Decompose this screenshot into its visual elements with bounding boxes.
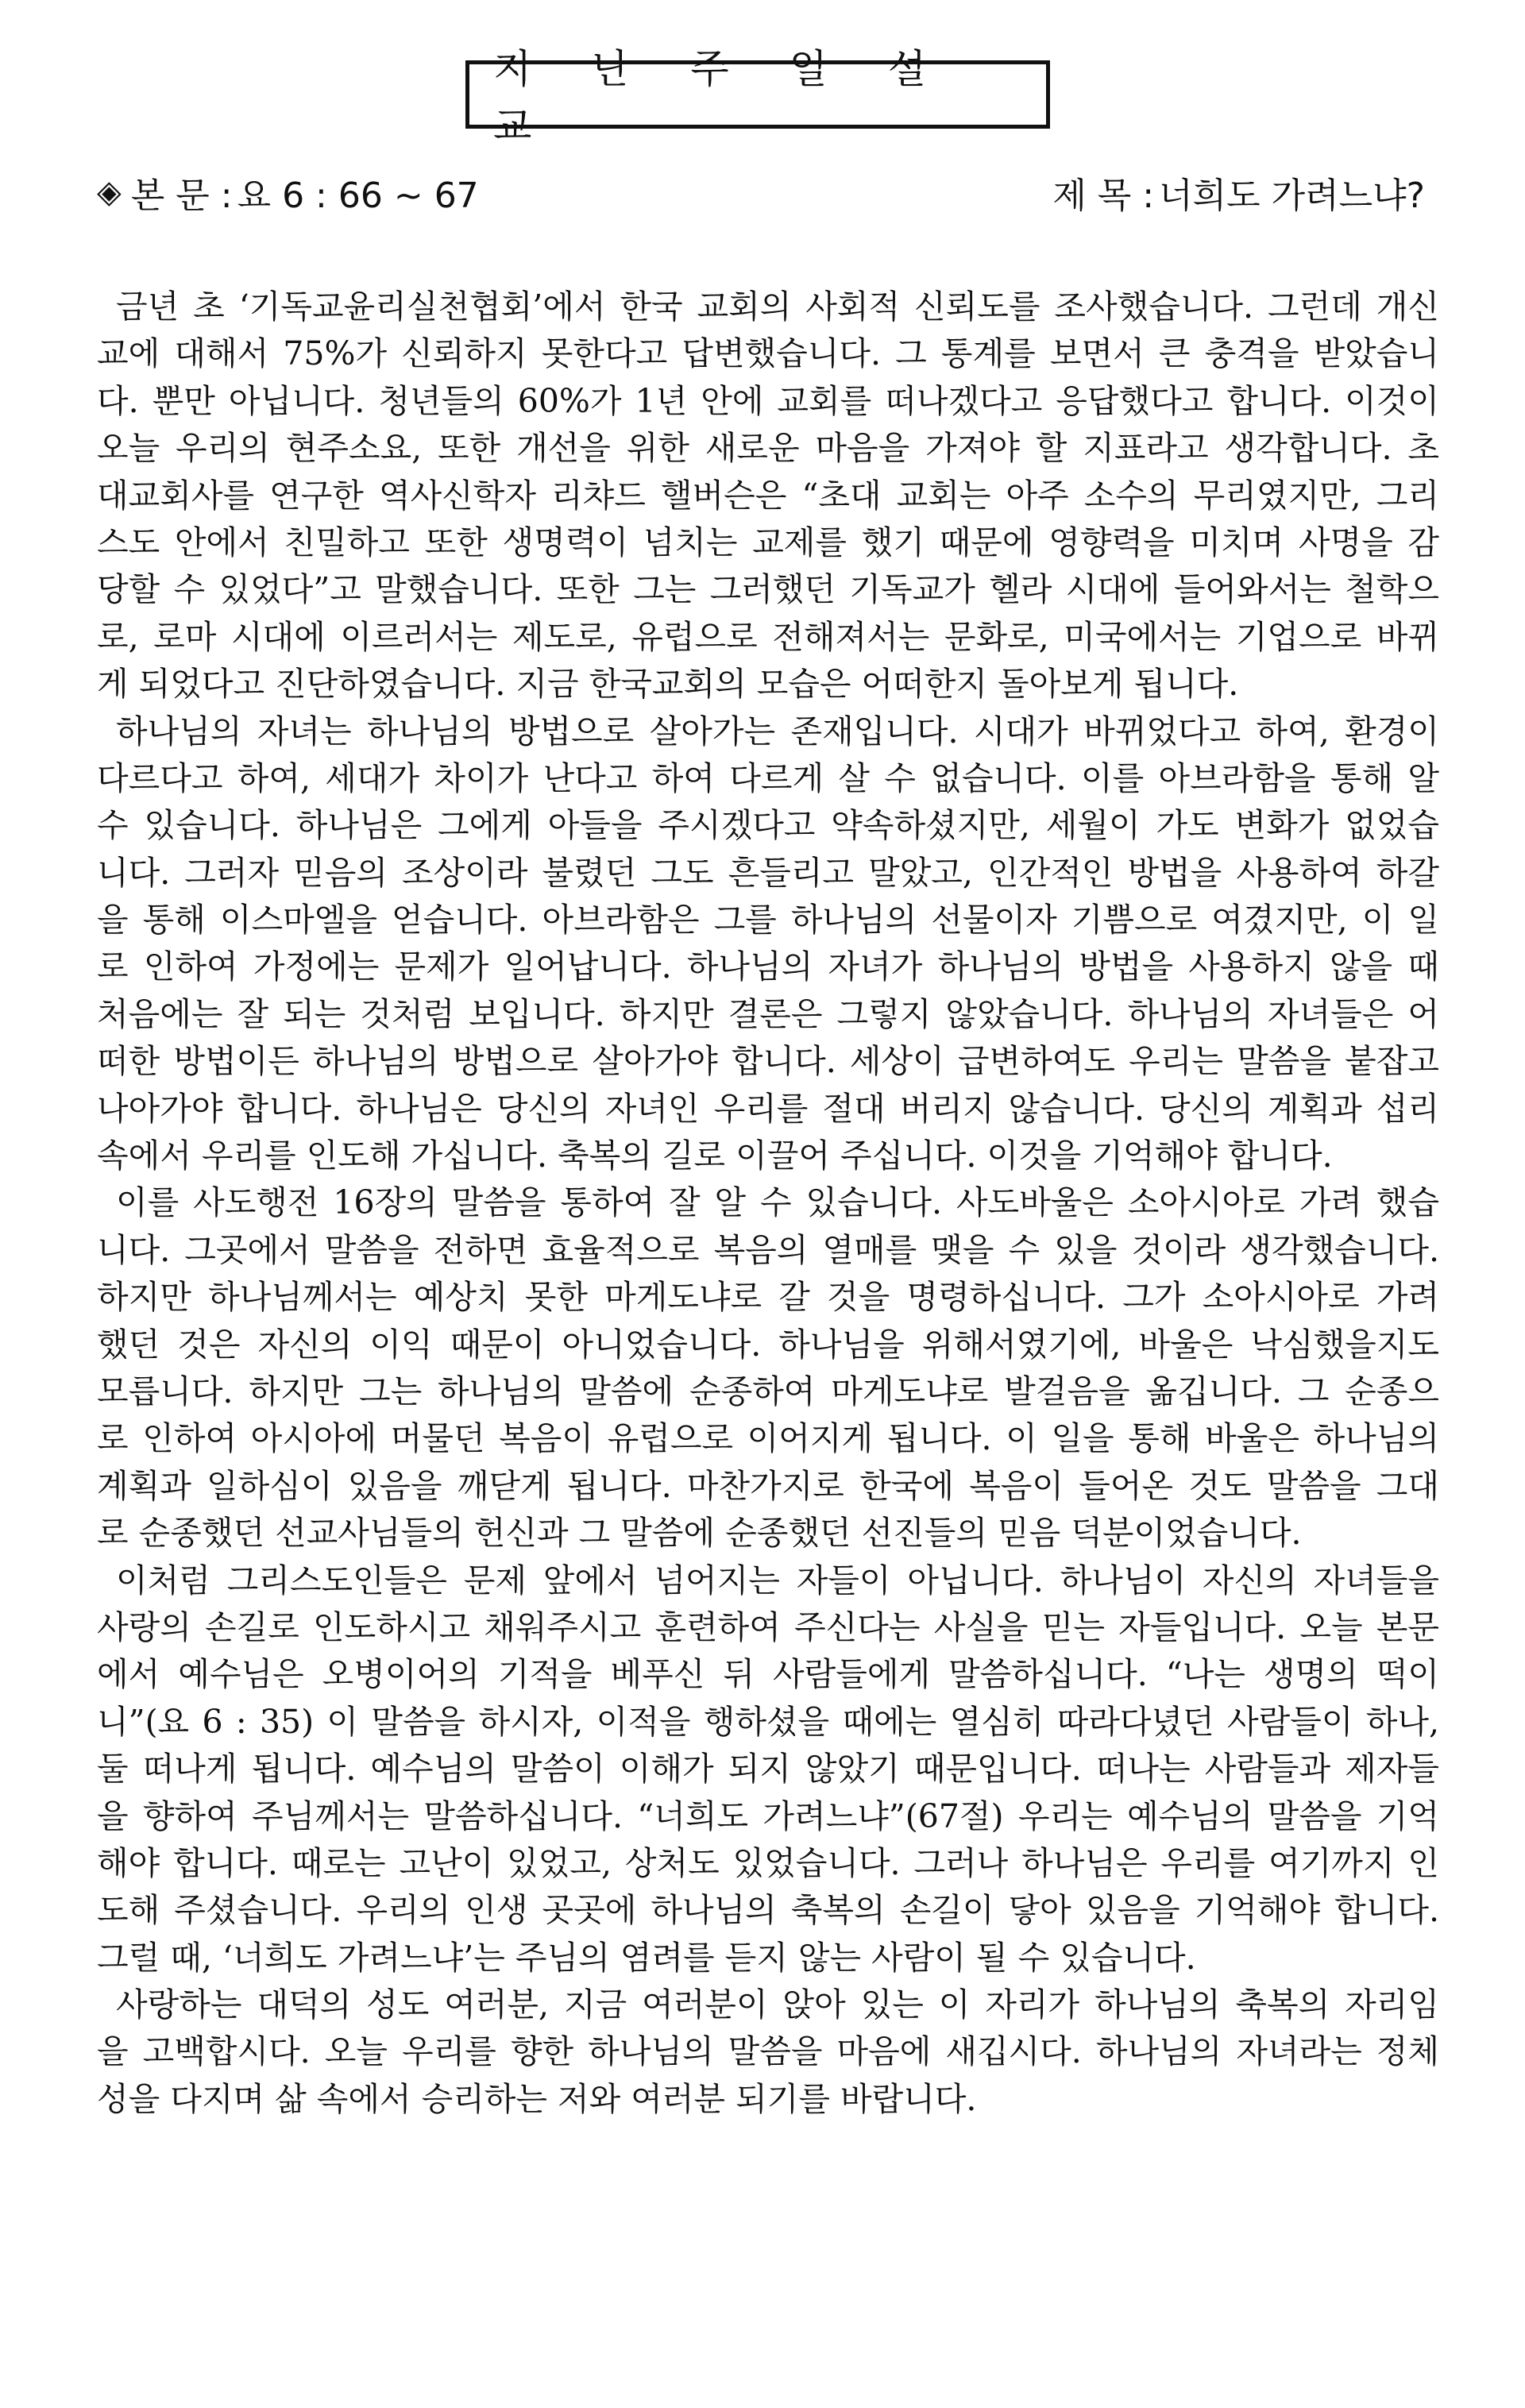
paragraph-line: 도해 주셨습니다. 우리의 인생 곳곳에 하나님의 축복의 손길이 닿아 있음을 기억해야 합니다. — [97, 1891, 1439, 1930]
paragraph-line: 모릅니다. 하지만 그는 하나님의 말씀에 순종하여 마게도냐로 발걸음을 옮깁니다. 그 순종으 — [97, 1372, 1439, 1410]
paragraph-line: 게 되었다고 진단하였습니다. 지금 한국교회의 모습은 어떠한지 돌아보게 됩니다. — [97, 665, 1239, 704]
paragraph-line: 을 향하여 주님께서는 말씀하십니다. “너희도 가려느냐”(67절) 우리는 예수님의 말씀을 기억 — [97, 1796, 1439, 1835]
paragraph-line: 이처럼 그리스도인들은 문제 앞에서 넘어지는 자들이 아닙니다. 하나님이 자신의 자녀들을 — [116, 1561, 1439, 1600]
paragraph-line: 사랑의 손길로 인도하시고 채워주시고 훈련하여 주신다는 사실을 믿는 자들입니다. 오늘 본문 — [97, 1607, 1439, 1646]
paragraph-line: 을 통해 이스마엘을 얻습니다. 아브라함은 그를 하나님의 선물이자 기쁨으로 여겼지만, 이 일 — [97, 901, 1439, 940]
paragraph-line: 로 인하여 가정에는 문제가 일어납니다. 하나님의 자녀가 하나님의 방법을 사용하지 않을 때 — [97, 947, 1439, 986]
paragraph-line: 속에서 우리를 인도해 가십니다. 축복의 길로 이끌어 주십니다. 이것을 기억해야 합니다. — [97, 1136, 1333, 1175]
subject-value: 너희도 가려느냐? — [1159, 176, 1425, 216]
paragraph-line: 금년 초 ‘기독교윤리실천협회’에서 한국 교회의 사회적 신뢰도를 조사했습니다. 그런데 개신 — [116, 287, 1439, 326]
paragraph-line: 로, 로마 시대에 이르러서는 제도로, 유럽으로 전해져서는 문화로, 미국에서는 기업으로 바뀌 — [97, 617, 1439, 656]
paragraph-line: 성을 다지며 삶 속에서 승리하는 저와 여러분 되기를 바랍니다. — [97, 2079, 977, 2118]
paragraph-line: 처음에는 잘 되는 것처럼 보입니다. 하지만 결론은 그렇지 않았습니다. 하나님의 자녀들은 어 — [97, 994, 1439, 1033]
paragraph-line: 했던 것은 자신의 이익 때문이 아니었습니다. 하나님을 위해서였기에, 바울은 낙심했을지도 — [97, 1325, 1439, 1364]
paragraph-line: 떠한 방법이든 하나님의 방법으로 살아가야 합니다. 세상이 급변하여도 우리는 말씀을 붙잡고 — [97, 1042, 1439, 1081]
paragraph-line: 을 고백합시다. 오늘 우리를 향한 하나님의 말씀을 마음에 새깁시다. 하나님의 자녀라는 정체 — [97, 2032, 1439, 2071]
subject-label: 제 목 : — [1052, 176, 1155, 216]
scripture-value: 요 6 : 66 ~ 67 — [237, 176, 479, 216]
paragraph-line: 오늘 우리의 현주소요, 또한 개선을 위한 새로운 마음을 가져야 할 지표라고 생각합니다. 초 — [97, 429, 1439, 468]
paragraph-line: 대교회사를 연구한 역사신학자 리챠드 핼버슨은 “초대 교회는 아주 소수의 무리였지만, 그리 — [97, 476, 1439, 515]
paragraph-line: 하나님의 자녀는 하나님의 방법으로 살아가는 존재입니다. 시대가 바뀌었다고 하여, 환경이 — [116, 712, 1439, 751]
paragraph-line: 이를 사도행전 16장의 말씀을 통하여 잘 알 수 있습니다. 사도바울은 소아시아로 가려 했습 — [116, 1183, 1439, 1222]
paragraph-line: 수 있습니다. 하나님은 그에게 아들을 주시겠다고 약속하셨지만, 세월이 가도 변화가 없었습 — [97, 806, 1439, 845]
paragraph-line: 니다. 그러자 믿음의 조상이라 불렸던 그도 흔들리고 말았고, 인간적인 방법을 사용하여 하갈 — [97, 853, 1439, 892]
scripture-label: 본 문 : — [130, 176, 233, 216]
page-title: 지 난 주 일 설 교 — [493, 46, 951, 149]
paragraph-line: 니”(요 6 : 35) 이 말씀을 하시자, 이적을 행하셨을 때에는 열심히 따라다녔던 사람들이 하나, — [97, 1702, 1439, 1741]
title-box — [465, 46, 1050, 149]
sermon-subject — [1052, 167, 1425, 218]
paragraph-line: 그럴 때, ‘너희도 가려느냐’는 주님의 염려를 듣지 않는 사람이 될 수 있습니다. — [97, 1938, 1196, 1977]
sermon-body — [97, 284, 1439, 2123]
paragraph-line: 다르다고 하여, 세대가 차이가 난다고 하여 다르게 살 수 없습니다. 이를 아브라함을 통해 알 — [97, 758, 1439, 797]
paragraph-line: 교에 대해서 75%가 신뢰하지 못한다고 답변했습니다. 그 통계를 보면서 큰 충격을 받았습니 — [97, 334, 1439, 373]
paragraph-line: 다. 뿐만 아닙니다. 청년들의 60%가 1년 안에 교회를 떠나겠다고 응답했다고 합니다. 이것이 — [97, 381, 1439, 420]
paragraph-line: 니다. 그곳에서 말씀을 전하면 효율적으로 복음의 열매를 맺을 수 있을 것이라 생각했습니다. — [97, 1230, 1439, 1269]
paragraph-line: 해야 합니다. 때로는 고난이 있었고, 상처도 있었습니다. 그러나 하나님은 우리를 여기까지 인 — [97, 1843, 1439, 1882]
paragraph-line: 스도 안에서 친밀하고 또한 생명력이 넘치는 교제를 했기 때문에 영향력을 미치며 사명을 감 — [97, 523, 1439, 561]
paragraph-line: 사랑하는 대덕의 성도 여러분, 지금 여러분이 앉아 있는 이 자리가 하나님의 축복의 자리임 — [116, 1985, 1439, 2024]
scripture-reference — [97, 167, 479, 218]
paragraph-line: 둘 떠나게 됩니다. 예수님의 말씀이 이해가 되지 않았기 때문입니다. 떠나는 사람들과 제자들 — [97, 1750, 1439, 1789]
paragraph-line: 계획과 일하심이 있음을 깨닫게 됩니다. 마찬가지로 한국에 복음이 들어온 것도 말씀을 그대 — [97, 1466, 1439, 1505]
paragraph-line: 로 인하여 아시아에 머물던 복음이 유럽으로 이어지게 됩니다. 이 일을 통해 바울은 하나님의 — [97, 1419, 1439, 1458]
paragraph-line: 나아가야 합니다. 하나님은 당신의 자녀인 우리를 절대 버리지 않습니다. 당신의 계획과 섭리 — [97, 1089, 1439, 1128]
sermon-meta — [97, 167, 1425, 218]
diamond-bullet-icon: ◈ — [97, 174, 122, 210]
paragraph-line: 당할 수 있었다”고 말했습니다. 또한 그는 그러했던 기독교가 헬라 시대에 들어와서는 철학으 — [97, 570, 1439, 609]
paragraph-line: 하지만 하나님께서는 예상치 못한 마게도냐로 갈 것을 명령하십니다. 그가 소아시아로 가려 — [97, 1278, 1439, 1317]
paragraph-line: 에서 예수님은 오병이어의 기적을 베푸신 뒤 사람들에게 말씀하십니다. “나는 생명의 떡이 — [97, 1655, 1439, 1694]
paragraph-line: 로 순종했던 선교사님들의 헌신과 그 말씀에 순종했던 선진들의 믿음 덕분이었습니다. — [97, 1514, 1302, 1553]
